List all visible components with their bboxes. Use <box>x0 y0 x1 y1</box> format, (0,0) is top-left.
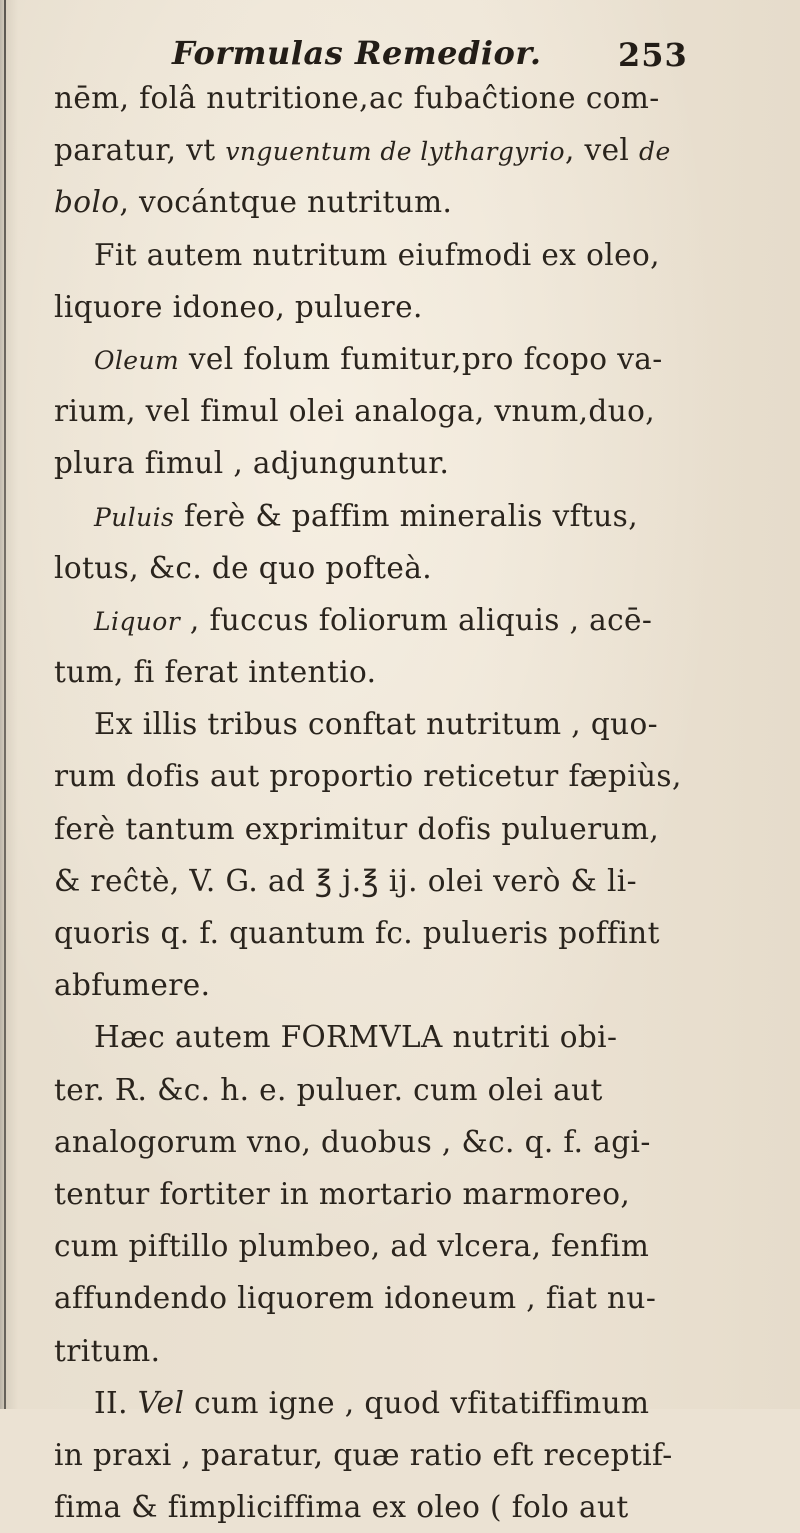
text-line: tritum. <box>54 1333 161 1368</box>
text-line: liquore idoneo, puluere. <box>54 289 423 324</box>
text-line: ter. R. &c. h. e. puluer. cum olei aut <box>54 1072 603 1107</box>
text-line: tentur fortiter in mortario marmoreo, <box>54 1176 631 1211</box>
text-line: cum piftillo plumbeo, ad vlcera, fenfim <box>54 1229 650 1264</box>
binding-edge <box>4 0 6 1409</box>
text-line: abfumere. <box>54 968 211 1003</box>
text-line: Puluis ferè & paffim mineralis vftus, <box>94 498 638 533</box>
text-line: & reĉtè, V. G. ad ℥ j.℥ ij. olei verò & li- <box>54 863 638 898</box>
text-line: II. Vel cum igne , quod vfitatiffimum <box>94 1385 650 1420</box>
running-title: Formulas Remedior. <box>172 34 542 72</box>
text-line: Liquor , fuccus foliorum aliquis , acē- <box>94 602 653 637</box>
text-line: paratur, vt vnguentum de lythargyrio, vel de <box>54 133 671 168</box>
text-line: rium, vel fimul olei analoga, vnum,duo, <box>54 394 656 429</box>
text-line: Oleum vel folum fumitur,pro fcopo va- <box>94 341 663 376</box>
text-line: Fit autem nutritum eiufmodi ex oleo, <box>94 237 660 272</box>
text-line: lotus, &c. de quo pofteà. <box>54 550 433 585</box>
text-line: bolo, vocántque nutritum. <box>54 185 453 220</box>
text-line: analogorum vno, duobus , &c. q. f. agi- <box>54 1124 651 1159</box>
text-line: nēm, folâ nutritione,ac fubaĉtione com- <box>54 81 660 115</box>
body-text <box>54 72 784 1533</box>
text-line: in praxi , paratur, quæ ratio eft receptif- <box>54 1437 673 1472</box>
text-line: Ex illis tribus conftat nutritum , quo- <box>94 707 659 742</box>
text-line: ferè tantum exprimitur dofis puluerum, <box>54 811 660 846</box>
text-line: tum, fi ferat intentio. <box>54 655 377 690</box>
text-line: affundendo liquorem idoneum , fiat nu- <box>54 1281 657 1316</box>
text-line: fima & fimpliciffima ex oleo ( folo aut <box>54 1490 629 1525</box>
text-line: quoris q. f. quantum fc. pulueris poffint <box>54 916 660 950</box>
page-number: 253 <box>618 36 688 74</box>
text-line: rum dofis aut proportio reticetur fæpiùs, <box>54 759 682 794</box>
text-line: plura fimul , adjunguntur. <box>54 446 450 481</box>
text-line: Hæc autem FORMVLA nutriti obi- <box>94 1020 618 1055</box>
